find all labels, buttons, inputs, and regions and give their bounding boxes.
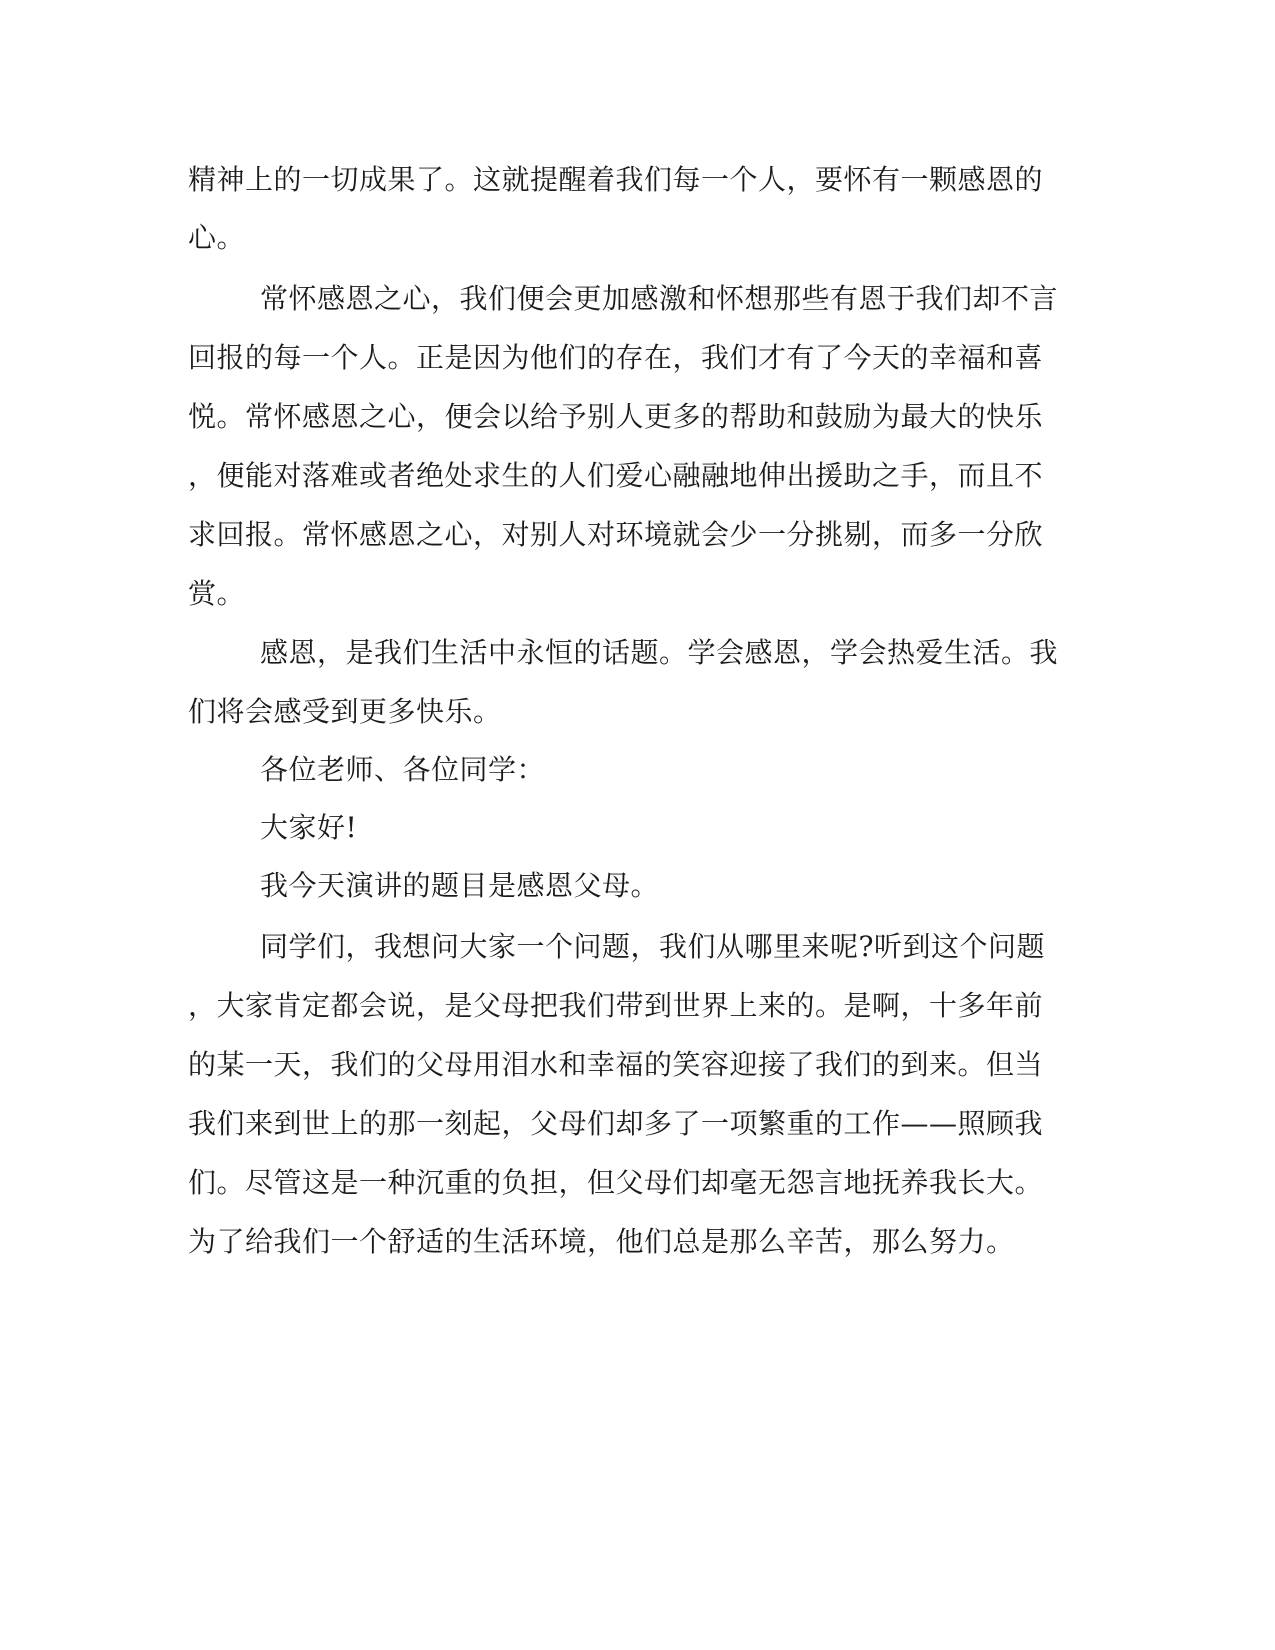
salutation: 各位老师、各位同学： — [260, 753, 546, 786]
text-line: 回报的每一个人。正是因为他们的存在，我们才有了今天的幸福和喜 — [188, 341, 1044, 374]
paragraph-start-line: 常怀感恩之心，我们便会更加感激和怀想那些有恩于我们却不言 — [260, 282, 1059, 315]
greeting: 大家好! — [260, 811, 358, 844]
text-line: 赏。 — [188, 577, 246, 610]
paragraph-start-line: 同学们，我想问大家一个问题，我们从哪里来呢?听到这个问题 — [260, 930, 1046, 963]
text-line: 们。尽管这是一种沉重的负担，但父母们却毫无怨言地抚养我长大。 — [188, 1166, 1044, 1199]
text-line: 悦。常怀感恩之心，便会以给予别人更多的帮助和鼓励为最大的快乐 — [188, 400, 1044, 433]
speech-topic: 我今天演讲的题目是感恩父母。 — [260, 869, 660, 902]
text-line: 求回报。常怀感恩之心，对别人对环境就会少一分挑剔，而多一分欣 — [188, 518, 1044, 551]
text-line: 为了给我们一个舒适的生活环境，他们总是那么辛苦，那么努力。 — [188, 1225, 1015, 1258]
paragraph-start-line: 感恩，是我们生活中永恒的话题。学会感恩，学会热爱生活。我 — [260, 636, 1059, 669]
text-line: 的某一天，我们的父母用泪水和幸福的笑容迎接了我们的到来。但当 — [188, 1048, 1044, 1081]
text-line: 精神上的一切成果了。这就提醒着我们每一个人，要怀有一颗感恩的 — [188, 163, 1044, 196]
text-line: 心。 — [188, 221, 246, 254]
text-line: ，大家肯定都会说，是父母把我们带到世界上来的。是啊，十多年前 — [188, 989, 1044, 1022]
text-line: ，便能对落难或者绝处求生的人们爱心融融地伸出援助之手，而且不 — [188, 459, 1044, 492]
text-line: 我们来到世上的那一刻起，父母们却多了一项繁重的工作——照顾我 — [188, 1107, 1044, 1140]
text-line: 们将会感受到更多快乐。 — [188, 695, 502, 728]
